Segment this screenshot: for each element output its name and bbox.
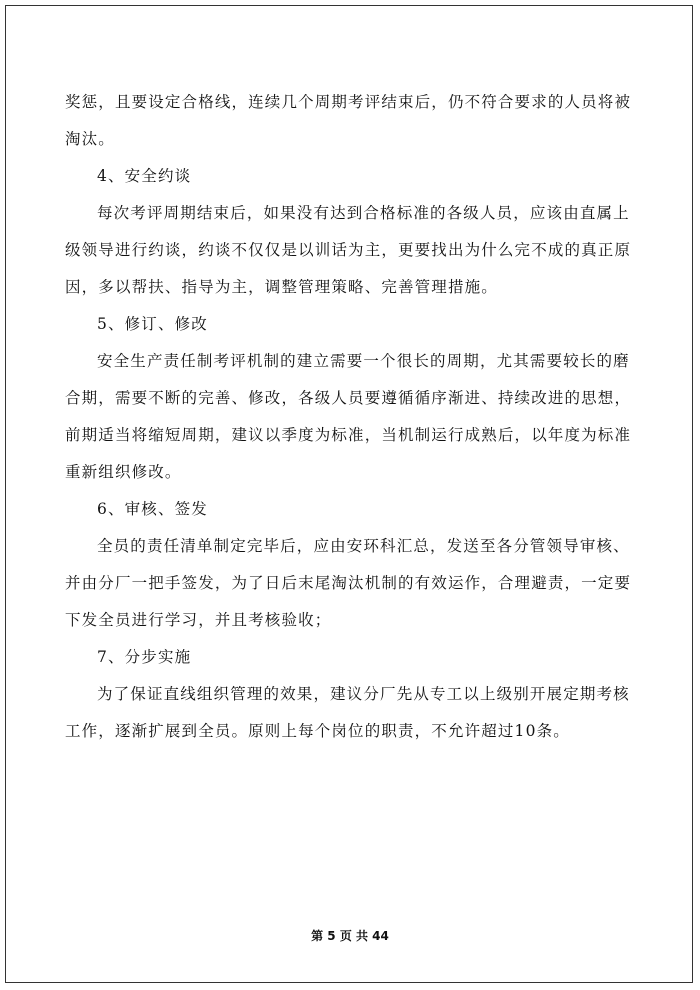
paragraph-line: 因，多以帮扶、指导为主，调整管理策略、完善管理措施。 <box>65 278 498 296</box>
paragraph-line: 淘汰。 <box>65 130 115 148</box>
paragraph-line: 全员的责任清单制定完毕后，应由安环科汇总，发送至各分管领导审核、 <box>97 537 630 555</box>
paragraph-line: 合期，需要不断的完善、修改，各级人员要遵循循序渐进、持续改进的思想， <box>65 389 632 407</box>
section-heading: 6、审核、签发 <box>97 500 208 518</box>
paragraph-line: 工作，逐渐扩展到全员。原则上每个岗位的职责，不允许超过10条。 <box>65 722 570 740</box>
section-heading: 5、修订、修改 <box>97 315 208 333</box>
paragraph-line: 级领导进行约谈，约谈不仅仅是以训话为主，更要找出为什么完不成的真正原 <box>65 241 632 259</box>
paragraph-line: 并由分厂一把手签发，为了日后末尾淘汰机制的有效运作，合理避责，一定要 <box>65 574 632 592</box>
paragraph-line: 奖惩，且要设定合格线，连续几个周期考评结束后，仍不符合要求的人员将被 <box>65 93 632 111</box>
paragraph-line: 重新组织修改。 <box>65 463 182 481</box>
paragraph-line: 每次考评周期结束后，如果没有达到合格标准的各级人员，应该由直属上 <box>97 204 630 222</box>
paragraph-line: 安全生产责任制考评机制的建立需要一个很长的周期，尤其需要较长的磨 <box>97 352 630 370</box>
paragraph-line: 前期适当将缩短周期，建议以季度为标准，当机制运行成熟后，以年度为标准 <box>65 426 632 444</box>
section-heading: 4、安全约谈 <box>97 167 192 185</box>
document-body <box>65 84 635 750</box>
section-heading: 7、分步实施 <box>97 648 192 666</box>
page-number: 第 5 页 共 44 <box>311 929 389 943</box>
paragraph-line: 下发全员进行学习，并且考核验收； <box>65 611 332 629</box>
paragraph-line: 为了保证直线组织管理的效果，建议分厂先从专工以上级别开展定期考核 <box>97 685 630 703</box>
